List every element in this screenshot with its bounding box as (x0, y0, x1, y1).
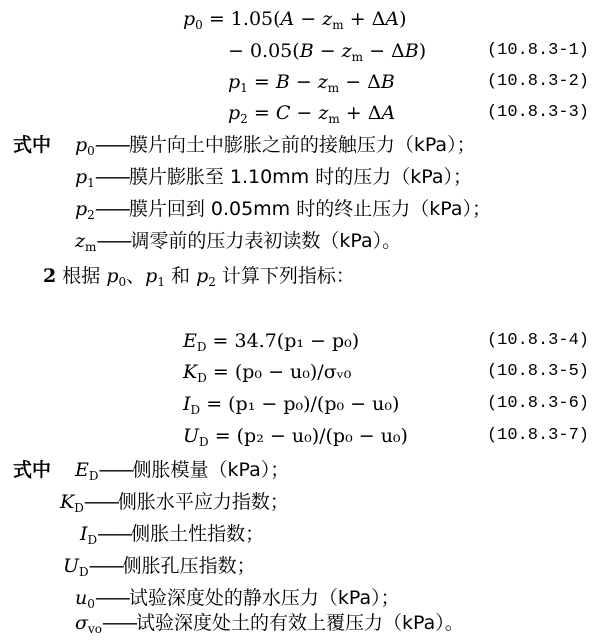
equation-UD: $U_D = (p_2 - u_0)/(p_0 - u_0)$ (183, 425, 408, 449)
equation-number: (10.8.3-4) (486, 331, 589, 350)
definition-p1: $p_1——$膜片膨胀至 1.10mm 时的压力（kPa）； (75, 166, 472, 190)
equation-ID: $I_D = (p_1 - p_0)/(p_0 - u_0)$ (183, 393, 400, 417)
definition-p2: $p_2——$膜片回到 0.05mm 时的终止压力（kPa）； (75, 198, 491, 222)
equation-p0-line1: $p_0 = 1.05(A - z_m + \Delta A)$ (183, 8, 407, 32)
definition-sigma-vo: $\sigma_{vo}——$试验深度处土的有效上覆压力（kPa）。 (75, 612, 464, 636)
equation-ED: $E_D = 34.7(p_1 - p_0)$ (183, 330, 360, 354)
definition-u0: $u_0——$试验深度处的静水压力（kPa）； (75, 587, 400, 611)
definition-p0: $p_0——$膜片向土中膨胀之前的接触压力（kPa）； (75, 134, 476, 158)
equation-number: (10.8.3-3) (486, 103, 589, 122)
equation-number: (10.8.3-1) (486, 41, 589, 60)
equation-p0-line2: − $0.05(B - z_m - \Delta B)$ (228, 40, 427, 64)
item-2-instruction: 2 根据 $p_0$、$p_1$ 和 $p_2$ 计算下列指标： (43, 265, 355, 289)
equation-number: (10.8.3-2) (486, 72, 589, 91)
equation-KD: $K_D = (p_0$ − u₀)/σᵥ₀ (183, 361, 352, 385)
equation-number: (10.8.3-7) (486, 426, 589, 445)
equation-p1: $p_1 = B - z_m - \Delta B$ (228, 71, 395, 95)
definition-KD: $K_D——$侧胀水平应力指数； (60, 491, 289, 515)
definition-ID: $I_D——$侧胀土性指数； (80, 523, 265, 547)
definition-zm: $z_m——$调零前的压力表初读数（kPa）。 (75, 230, 402, 254)
equation-number: (10.8.3-5) (486, 362, 589, 381)
equation-number: (10.8.3-6) (486, 394, 589, 413)
equation-p2: $p_2 = C - z_m + \Delta A$ (228, 102, 396, 126)
definition-ED: $E_D——$侧胀模量（kPa）； (75, 459, 290, 483)
where-label: 式中 (13, 134, 52, 156)
where-label: 式中 (13, 459, 52, 481)
definition-UD: $U_D——$侧胀孔压指数； (63, 555, 256, 579)
